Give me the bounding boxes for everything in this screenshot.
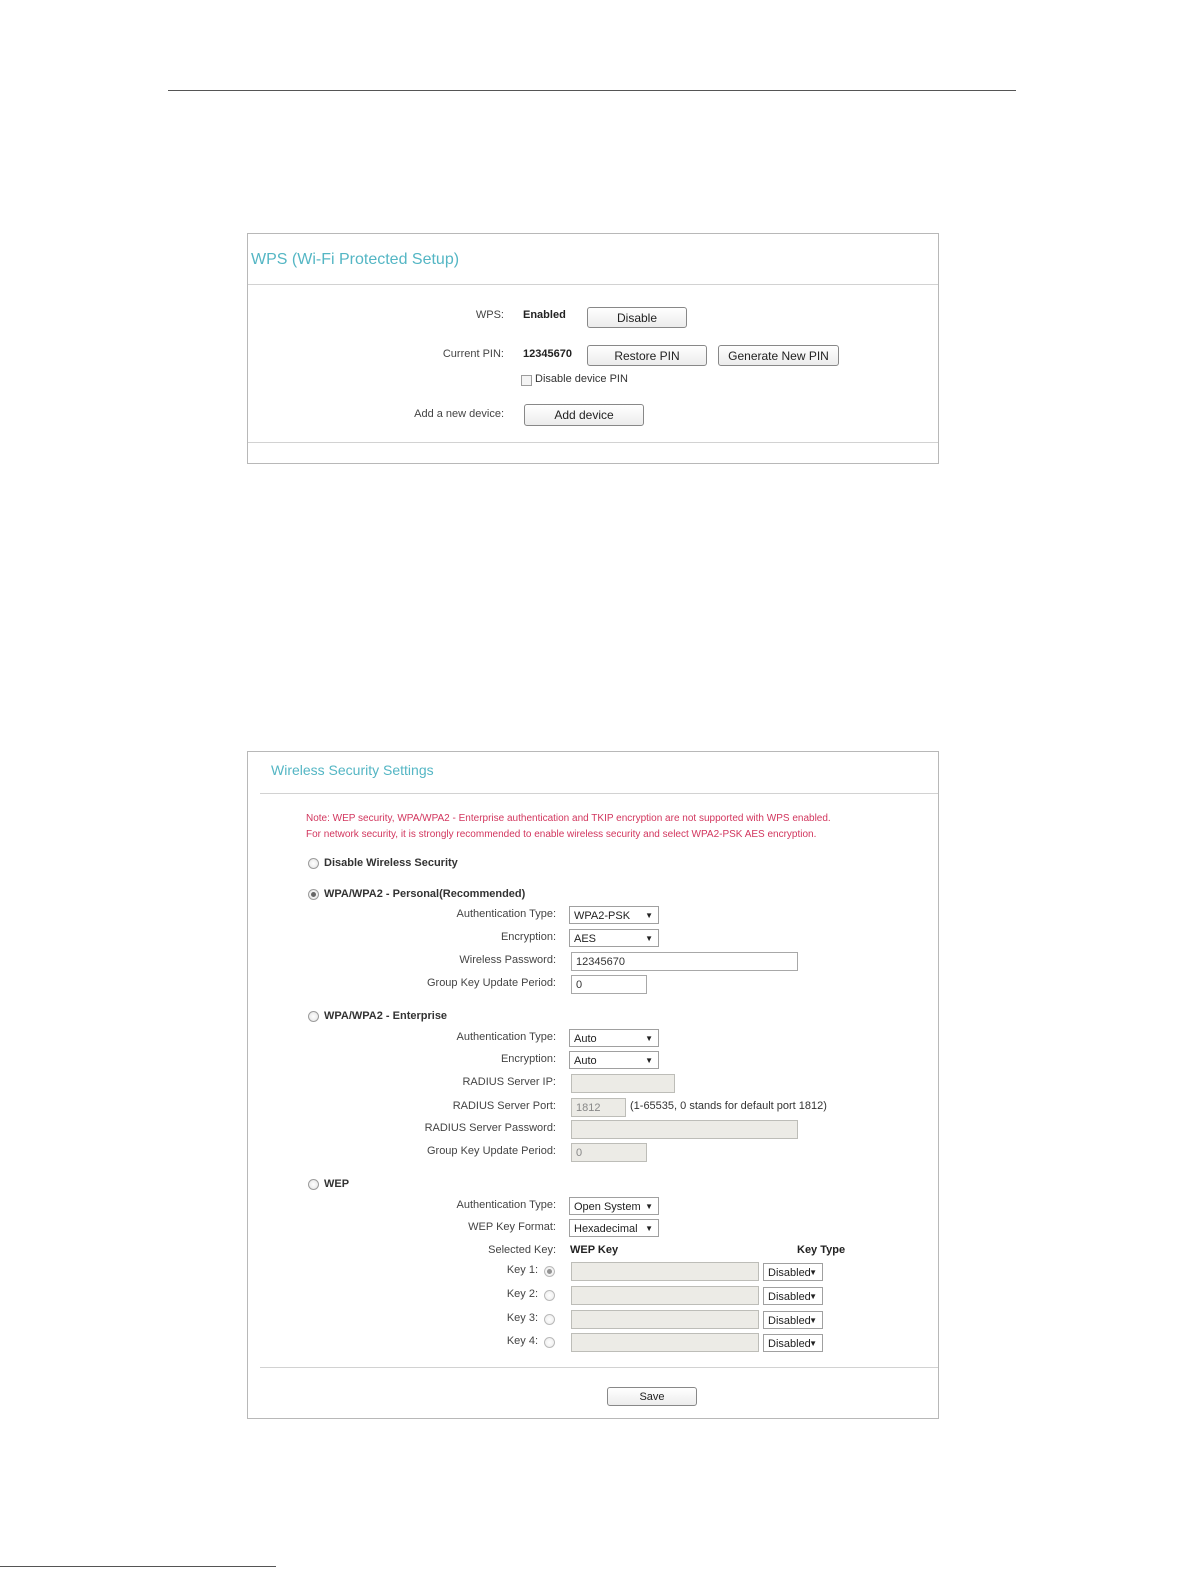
wep-radio[interactable] <box>308 1179 319 1190</box>
wps-status-value: Enabled <box>523 309 566 321</box>
key-1-label: Key 1: <box>506 1264 538 1276</box>
wep-key-format-value: Hexadecimal <box>574 1223 638 1235</box>
wps-panel <box>247 233 939 464</box>
chevron-down-icon: ▼ <box>645 911 653 920</box>
wps-title-divider <box>248 284 938 285</box>
generate-new-pin-button[interactable]: Generate New PIN <box>718 345 839 366</box>
wireless-security-title: Wireless Security Settings <box>271 762 434 778</box>
enterprise-encryption-value: Auto <box>574 1055 597 1067</box>
personal-group-key-input[interactable]: 0 <box>571 975 647 994</box>
disable-device-pin-checkbox[interactable] <box>521 375 532 386</box>
key-2-radio[interactable] <box>544 1290 555 1301</box>
wep-auth-type-label: Authentication Type: <box>456 1199 556 1211</box>
wpa-personal-heading: WPA/WPA2 - Personal(Recommended) <box>324 888 526 900</box>
wps-disable-button[interactable]: Disable <box>587 307 687 328</box>
key-3-type-value: Disabled <box>768 1315 811 1327</box>
wep-key-column-header: WEP Key <box>570 1244 619 1256</box>
enterprise-auth-type-value: Auto <box>574 1033 597 1045</box>
key-4-type-value: Disabled <box>768 1338 811 1350</box>
chevron-down-icon: ▼ <box>809 1339 817 1348</box>
enterprise-encryption-label: Encryption: <box>500 1053 556 1065</box>
chevron-down-icon: ▼ <box>645 1034 653 1043</box>
chevron-down-icon: ▼ <box>645 1202 653 1211</box>
wpa-enterprise-heading: WPA/WPA2 - Enterprise <box>324 1010 448 1022</box>
wps-note-line-1: Note: WEP security, WPA/WPA2 - Enterprise authentication and TKIP encryption are not supported with WPS enabled. <box>306 813 831 824</box>
key-type-column-header: Key Type <box>797 1244 846 1256</box>
enterprise-auth-type-label: Authentication Type: <box>456 1031 556 1043</box>
personal-encryption-label: Encryption: <box>500 931 556 943</box>
key-4-type-select[interactable] <box>763 1334 823 1352</box>
chevron-down-icon: ▼ <box>809 1268 817 1277</box>
enterprise-encryption-select[interactable] <box>569 1051 659 1069</box>
radius-server-port-label: RADIUS Server Port: <box>452 1100 556 1112</box>
wps-bottom-divider <box>248 442 938 443</box>
key-3-input[interactable] <box>571 1310 759 1329</box>
wireless-password-label: Wireless Password: <box>459 954 556 966</box>
radius-server-ip-label: RADIUS Server IP: <box>462 1076 556 1088</box>
disable-device-pin-label: Disable device PIN <box>535 373 628 385</box>
key-4-label: Key 4: <box>506 1335 538 1347</box>
add-device-button[interactable]: Add device <box>524 404 644 426</box>
wpa-enterprise-radio[interactable] <box>308 1011 319 1022</box>
chevron-down-icon: ▼ <box>809 1292 817 1301</box>
enterprise-auth-type-select[interactable] <box>569 1029 659 1047</box>
key-2-input[interactable] <box>571 1286 759 1305</box>
save-button[interactable]: Save <box>607 1387 697 1406</box>
personal-auth-type-select[interactable] <box>569 906 659 924</box>
radius-port-hint: (1-65535, 0 stands for default port 1812) <box>630 1100 827 1112</box>
personal-auth-type-label: Authentication Type: <box>456 908 556 920</box>
wep-auth-type-value: Open System <box>574 1201 641 1213</box>
key-1-input[interactable] <box>571 1262 759 1281</box>
wpa-personal-radio[interactable] <box>308 889 319 900</box>
wps-panel-title: WPS (Wi-Fi Protected Setup) <box>251 251 460 268</box>
wep-key-format-select[interactable] <box>569 1219 659 1237</box>
radius-server-password-input[interactable] <box>571 1120 798 1139</box>
radius-server-ip-input[interactable] <box>571 1074 675 1093</box>
selected-key-label: Selected Key: <box>488 1244 556 1256</box>
chevron-down-icon: ▼ <box>809 1316 817 1325</box>
key-2-type-select[interactable] <box>763 1287 823 1305</box>
key-1-type-value: Disabled <box>768 1267 811 1279</box>
chevron-down-icon: ▼ <box>645 934 653 943</box>
radius-server-port-input[interactable]: 1812 <box>571 1098 626 1117</box>
key-4-radio[interactable] <box>544 1337 555 1348</box>
add-new-device-label: Add a new device: <box>414 408 504 420</box>
wps-note-line-2: For network security, it is strongly recommended to enable wireless security and select WPA2-PSK AES encryption. <box>306 829 817 840</box>
security-bottom-divider <box>260 1367 938 1368</box>
disable-security-label: Disable Wireless Security <box>324 857 458 869</box>
key-2-type-value: Disabled <box>768 1291 811 1303</box>
enterprise-group-key-label: Group Key Update Period: <box>426 1145 556 1157</box>
current-pin-value: 12345670 <box>523 348 572 360</box>
chevron-down-icon: ▼ <box>645 1056 653 1065</box>
personal-encryption-select[interactable] <box>569 929 659 947</box>
key-1-radio[interactable] <box>544 1266 555 1277</box>
wep-key-format-label: WEP Key Format: <box>468 1221 556 1233</box>
wireless-security-panel <box>247 751 939 1419</box>
page-top-rule <box>168 90 1016 91</box>
radius-server-password-label: RADIUS Server Password: <box>424 1122 556 1134</box>
personal-group-key-label: Group Key Update Period: <box>426 977 556 989</box>
restore-pin-button[interactable]: Restore PIN <box>587 345 707 366</box>
wps-status-label: WPS: <box>475 309 504 321</box>
disable-security-radio[interactable] <box>308 858 319 869</box>
key-1-type-select[interactable] <box>763 1263 823 1281</box>
wep-auth-type-select[interactable] <box>569 1197 659 1215</box>
current-pin-label: Current PIN: <box>442 348 504 360</box>
security-title-divider <box>260 793 938 794</box>
key-2-label: Key 2: <box>506 1288 538 1300</box>
wireless-password-input[interactable]: 12345670 <box>571 952 798 971</box>
key-3-label: Key 3: <box>506 1312 538 1324</box>
enterprise-group-key-input[interactable]: 0 <box>571 1143 647 1162</box>
key-4-input[interactable] <box>571 1333 759 1352</box>
personal-encryption-value: AES <box>574 933 597 945</box>
chevron-down-icon: ▼ <box>645 1224 653 1233</box>
personal-auth-type-value: WPA2-PSK <box>574 910 631 922</box>
wep-heading: WEP <box>324 1178 350 1190</box>
key-3-type-select[interactable] <box>763 1311 823 1329</box>
page-bottom-rule <box>0 1566 276 1567</box>
key-3-radio[interactable] <box>544 1314 555 1325</box>
